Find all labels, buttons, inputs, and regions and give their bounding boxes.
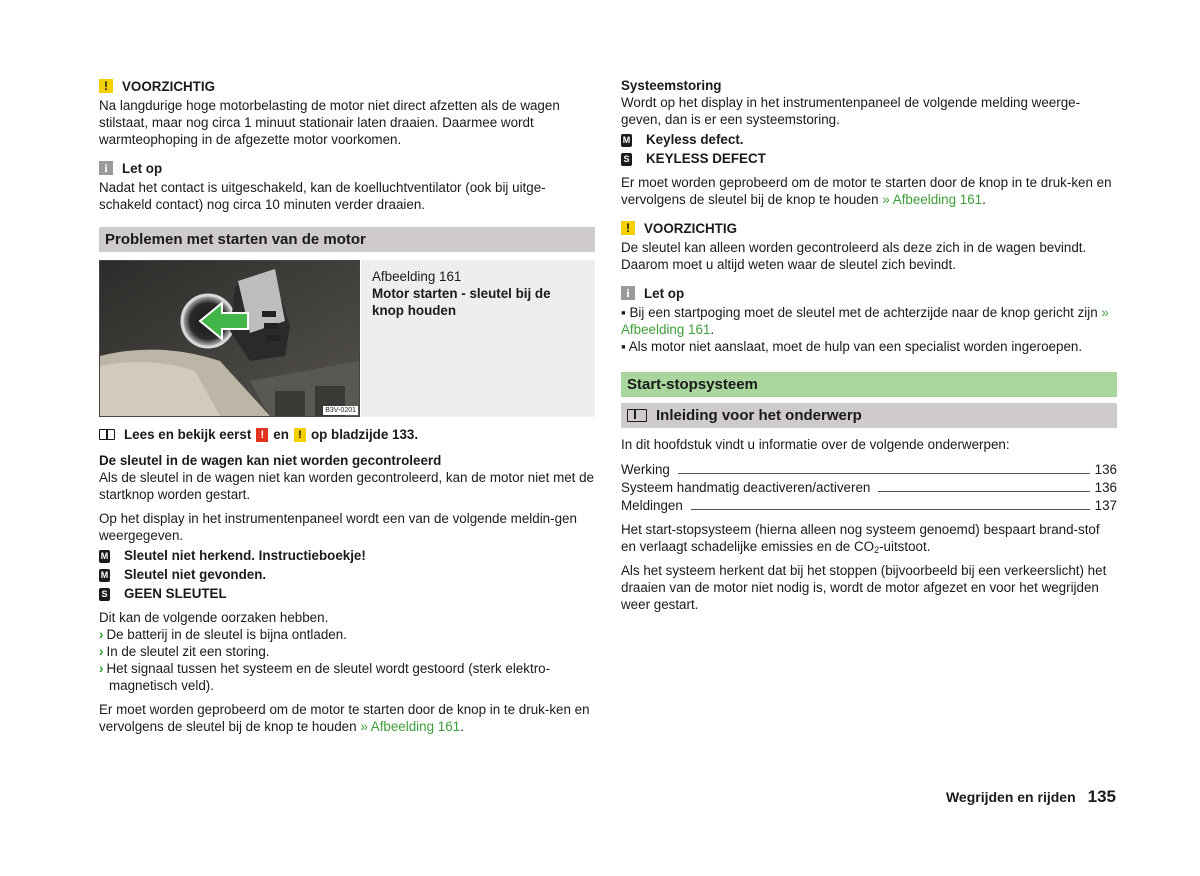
paragraph-end: . <box>460 719 464 734</box>
toc-label: Werking <box>621 462 670 477</box>
badge-m-icon: M <box>100 570 109 580</box>
list-item-text: Bij een startpoging moet de sleutel met de achterzijde naar de knop gericht zijn <box>629 305 1098 320</box>
info-icon: i <box>621 286 635 300</box>
figure-caption <box>361 260 595 417</box>
note-heading <box>99 159 595 177</box>
message-text: GEEN SLEUTEL <box>124 586 227 601</box>
note-title: Let op <box>122 160 163 176</box>
message-line <box>621 150 1117 167</box>
list-item-text: De batterij in de sleutel is bijna ontladen. <box>106 627 347 642</box>
book-icon <box>99 429 115 440</box>
note-text: Nadat het contact is uitgeschakeld, kan de koelluchtventilator (ook bij uitge-schakeld contact) nog circa 10 minuten verder draaien. <box>99 180 546 212</box>
read-first-line <box>99 426 595 443</box>
paragraph-text: Er moet worden geprobeerd om de motor te starten door de knop in te druk-ken en vervolgens de sleutel bij de knop te houden <box>99 702 590 734</box>
badge-s-icon: S <box>99 588 110 601</box>
warning-heading <box>621 219 1117 237</box>
section-title-text: Inleiding voor het onderwerp <box>656 407 862 424</box>
list-item: ▪ Bij een startpoging moet de sleutel met de achterzijde naar de knop gericht zijn » Afbeelding 161. <box>621 305 1109 337</box>
toc-page: 136 <box>1094 462 1117 477</box>
toc-list <box>621 460 1117 514</box>
warning-title: VOORZICHTIG <box>644 220 737 236</box>
list-item-text: Het signaal tussen het systeem en de sleutel wordt gestoord (sterk elektro-magnetisch veld). <box>106 661 551 693</box>
chevron-right-icon: › <box>99 661 104 676</box>
figure-link[interactable]: » Afbeelding 161 <box>621 305 1109 337</box>
message-text: Sleutel niet herkend. Instructieboekje! <box>124 548 366 563</box>
toc-row[interactable] <box>621 478 1117 496</box>
figure-link[interactable]: » Afbeelding 161 <box>882 192 983 207</box>
message-text: KEYLESS DEFECT <box>646 151 766 166</box>
subscript: 2 <box>874 545 880 555</box>
chevron-right-icon: › <box>99 627 104 642</box>
list-item <box>99 626 595 643</box>
toc-row[interactable] <box>621 460 1117 478</box>
warning-title: VOORZICHTIG <box>122 78 215 94</box>
page-number: 135 <box>1087 787 1116 806</box>
paragraph <box>621 521 1117 555</box>
causes-intro: Dit kan de volgende oorzaken hebben. <box>99 610 329 625</box>
list-item: ▪ Als motor niet aanslaat, moet de hulp van een specialist worden ingeroepen. <box>621 339 1083 354</box>
paragraph: Op het display in het instrumentenpaneel wordt een van de volgende meldin-gen weergegeven. <box>99 511 577 543</box>
message-line <box>621 131 1117 148</box>
list-item <box>99 660 595 694</box>
read-first-mid: en <box>273 427 289 442</box>
paragraph: Als het systeem herkent dat bij het stoppen (bijvoorbeeld bij een verkeerslicht) het draaien van de motor niet nodig is, wordt de motor afgezet en voor het wegrijden weer gestart. <box>621 563 1107 612</box>
paragraph-text: Er moet worden geprobeerd om de motor te starten door de knop in te druk-ken en vervolgens de sleutel bij de knop te houden <box>621 175 1112 207</box>
warning-heading <box>99 77 595 95</box>
page-footer <box>946 788 1116 806</box>
figure-image <box>99 260 360 417</box>
toc-page: 137 <box>1094 498 1117 513</box>
subsection-title: Systeemstoring <box>621 78 722 93</box>
figure-code: B3V-0201 <box>325 407 356 414</box>
paragraph: Wordt op het display in het instrumentenpaneel de volgende melding weerge-geven, dan is er een systeemstoring. <box>621 95 1081 127</box>
paragraph-end: . <box>982 192 986 207</box>
badge-s-icon: S <box>621 153 632 166</box>
paragraph-end: . <box>710 322 715 337</box>
subsection-title: De sleutel in de wagen kan niet worden gecontroleerd <box>99 453 442 468</box>
read-first-post: op bladzijde 133. <box>310 427 419 442</box>
ignition-key-illustration <box>100 261 359 416</box>
paragraph: Als de sleutel in de wagen niet kan worden gecontroleerd, kan de motor niet met de startknop worden gestart. <box>99 470 595 502</box>
footer-section: Wegrijden en rijden <box>945 789 1076 805</box>
message-line <box>99 585 595 602</box>
warning-yellow-icon: ! <box>294 428 306 442</box>
toc-page: 136 <box>1094 480 1117 495</box>
paragraph <box>621 174 1117 208</box>
message-line <box>99 547 595 564</box>
paragraph-text: Het start-stopsysteem (hierna alleen nog systeem genoemd) bespaart brand-stof en verlaagt schadelijke emissies en de CO <box>621 522 1100 554</box>
paragraph-text: -uitstoot. <box>879 539 931 554</box>
info-icon: i <box>99 161 113 175</box>
toc-label: Meldingen <box>621 498 683 513</box>
list-item-text: Als motor niet aanslaat, moet de hulp van een specialist worden ingeroepen. <box>628 339 1083 354</box>
paragraph: In dit hoofdstuk vindt u informatie over de volgende onderwerpen: <box>621 437 1010 452</box>
warning-red-icon: ! <box>256 428 268 442</box>
list-item <box>99 643 595 660</box>
section-title: Problemen met starten van de motor <box>99 227 595 252</box>
warning-text: De sleutel kan alleen worden gecontroleerd als deze zich in de wagen bevindt. Daarom moet u altijd weten waar de sleutel zich bevindt. <box>621 240 1087 272</box>
causes-list <box>99 626 595 694</box>
read-first-pre: Lees en bekijk eerst <box>124 427 252 442</box>
section-title-green: Start-stopsysteem <box>621 372 1117 397</box>
chevron-right-icon: › <box>99 644 104 659</box>
figure <box>99 260 595 417</box>
figure-caption-title: Motor starten - sleutel bij de knop houden <box>372 286 551 318</box>
note-heading <box>621 284 1117 302</box>
section-title-gray <box>621 403 1117 428</box>
paragraph <box>99 701 595 735</box>
toc-row[interactable] <box>621 496 1117 514</box>
book-icon <box>627 409 647 422</box>
badge-m-icon: M <box>622 135 631 145</box>
note-title: Let op <box>644 285 685 301</box>
note-bullets <box>621 304 1117 355</box>
list-item-text: In de sleutel zit een storing. <box>106 644 270 659</box>
toc-label: Systeem handmatig deactiveren/activeren <box>621 480 871 495</box>
message-text: Keyless defect. <box>646 132 744 147</box>
badge-m-icon: M <box>100 551 109 561</box>
figure-link[interactable]: » Afbeelding 161 <box>360 719 461 734</box>
left-column <box>99 77 595 735</box>
warning-icon: ! <box>99 79 113 93</box>
warning-text: Na langdurige hoge motorbelasting de motor niet direct afzetten als de wagen stilstaat, maar nog circa 1 minuut stationair laten draaien. Daarmee wordt warmteophoping in de afgezette motor voorkomen. <box>99 98 560 147</box>
figure-number: Afbeelding 161 <box>372 269 462 284</box>
warning-icon: ! <box>621 221 635 235</box>
right-column <box>621 77 1117 613</box>
message-line <box>99 566 595 583</box>
message-text: Sleutel niet gevonden. <box>124 567 267 582</box>
